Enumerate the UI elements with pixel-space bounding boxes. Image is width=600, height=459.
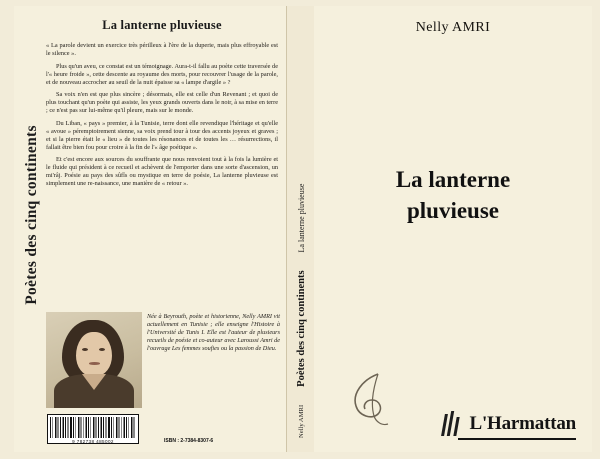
blurb-paragraph: « La parole devient un exercice très périlleux à l'ère de la duperie, mais plus effroyable est le silence ». (46, 42, 278, 57)
spine-title: La lanterne pluvieuse (296, 183, 306, 253)
blurb-paragraph: Du Liban, « pays » premier, à la Tunisie, terre dont elle revendique l'héritage et qu'elle « avoue » péremptoirement sienne, sa voix prend tour à tour des accents joyeux et graves ; et si la pierre était le « lieu » de toutes les résonances et de toutes les … résurrections, il fallait être bien fou pour croire à la fin de l'« âge poétique ». (46, 119, 278, 151)
blurb-paragraph: Sa voix n'en est que plus sincère ; désormais, elle est celle d'un Revenant ; et quoi de plus touchant qu'un poète qui assiste, les yeux grands ouverts dans le noir, à sa mise en terre ; ce n'est pas sur lui-même qu'il pleure, mais sur le monde. (46, 91, 278, 114)
back-cover-title: La lanterne pluvieuse (102, 18, 222, 32)
barcode-number: 9 782738 485002 (72, 438, 114, 444)
front-cover-title-line-2: pluvieuse (406, 198, 500, 223)
front-cover-title-line-1: La lanterne (395, 167, 511, 192)
harmattan-mark-icon (442, 411, 462, 437)
spine-author: Nelly AMRI (297, 404, 305, 438)
book-spine (286, 6, 316, 452)
publisher-underline (458, 438, 576, 441)
isbn-text: ISBN : 2-7384-8307-6 (164, 438, 214, 444)
author-bio-text: Née à Beyrouth, poète et historienne, Nelly AMRI vit actuellement en Tunisie ; elle enseigne l'Histoire à l'Université de Tunis I. Elle est l'auteur de plusieurs recueils de poésie et co-auteur avec Laroussi Amri de l'ouvrage Les femmes soufies ou la passion de Dieu. (147, 313, 280, 353)
front-cover (314, 6, 592, 452)
barcode-bars (50, 417, 136, 438)
blurb-paragraph: Plus qu'un aveu, ce constat est un témoignage. Aura-t-il fallu au poète cette traversée de l'« heure froide », cette descente au royaume des morts, pour recouvrer l'usage de la parole, et de nouveau accrocher au seuil de la nuit épaisse sa « lampe d'argile » ? (46, 62, 278, 86)
barcode (47, 414, 139, 444)
series-name-vertical: Poètes des cinq continents (23, 125, 40, 305)
series-band (14, 6, 44, 452)
back-cover-blurb (46, 42, 278, 188)
author-bio-block (46, 312, 280, 410)
swirl-ornament-icon (344, 372, 396, 428)
front-cover-title (314, 164, 592, 226)
front-cover-author: Nelly AMRI (415, 20, 491, 35)
publisher-logo (442, 411, 576, 441)
spine-series: Poètes des cinq continents (295, 270, 307, 387)
publisher-name: L'Harmattan (469, 412, 576, 434)
author-photo (46, 312, 142, 408)
blurb-paragraph: Et c'est encore aux sources du souffrante que nous renvoient tout à la fois la lumière et le fluide qui président à ce recueil et achèvent de l'emporter dans une sorte d'ascension, un mi'râj. Poésie au pays des sûfîs ou mystique en terre de poésie, La lanterne pluvieuse est simplement une re-naissance, une manière de « retour ». (46, 156, 278, 187)
back-cover (14, 6, 286, 452)
